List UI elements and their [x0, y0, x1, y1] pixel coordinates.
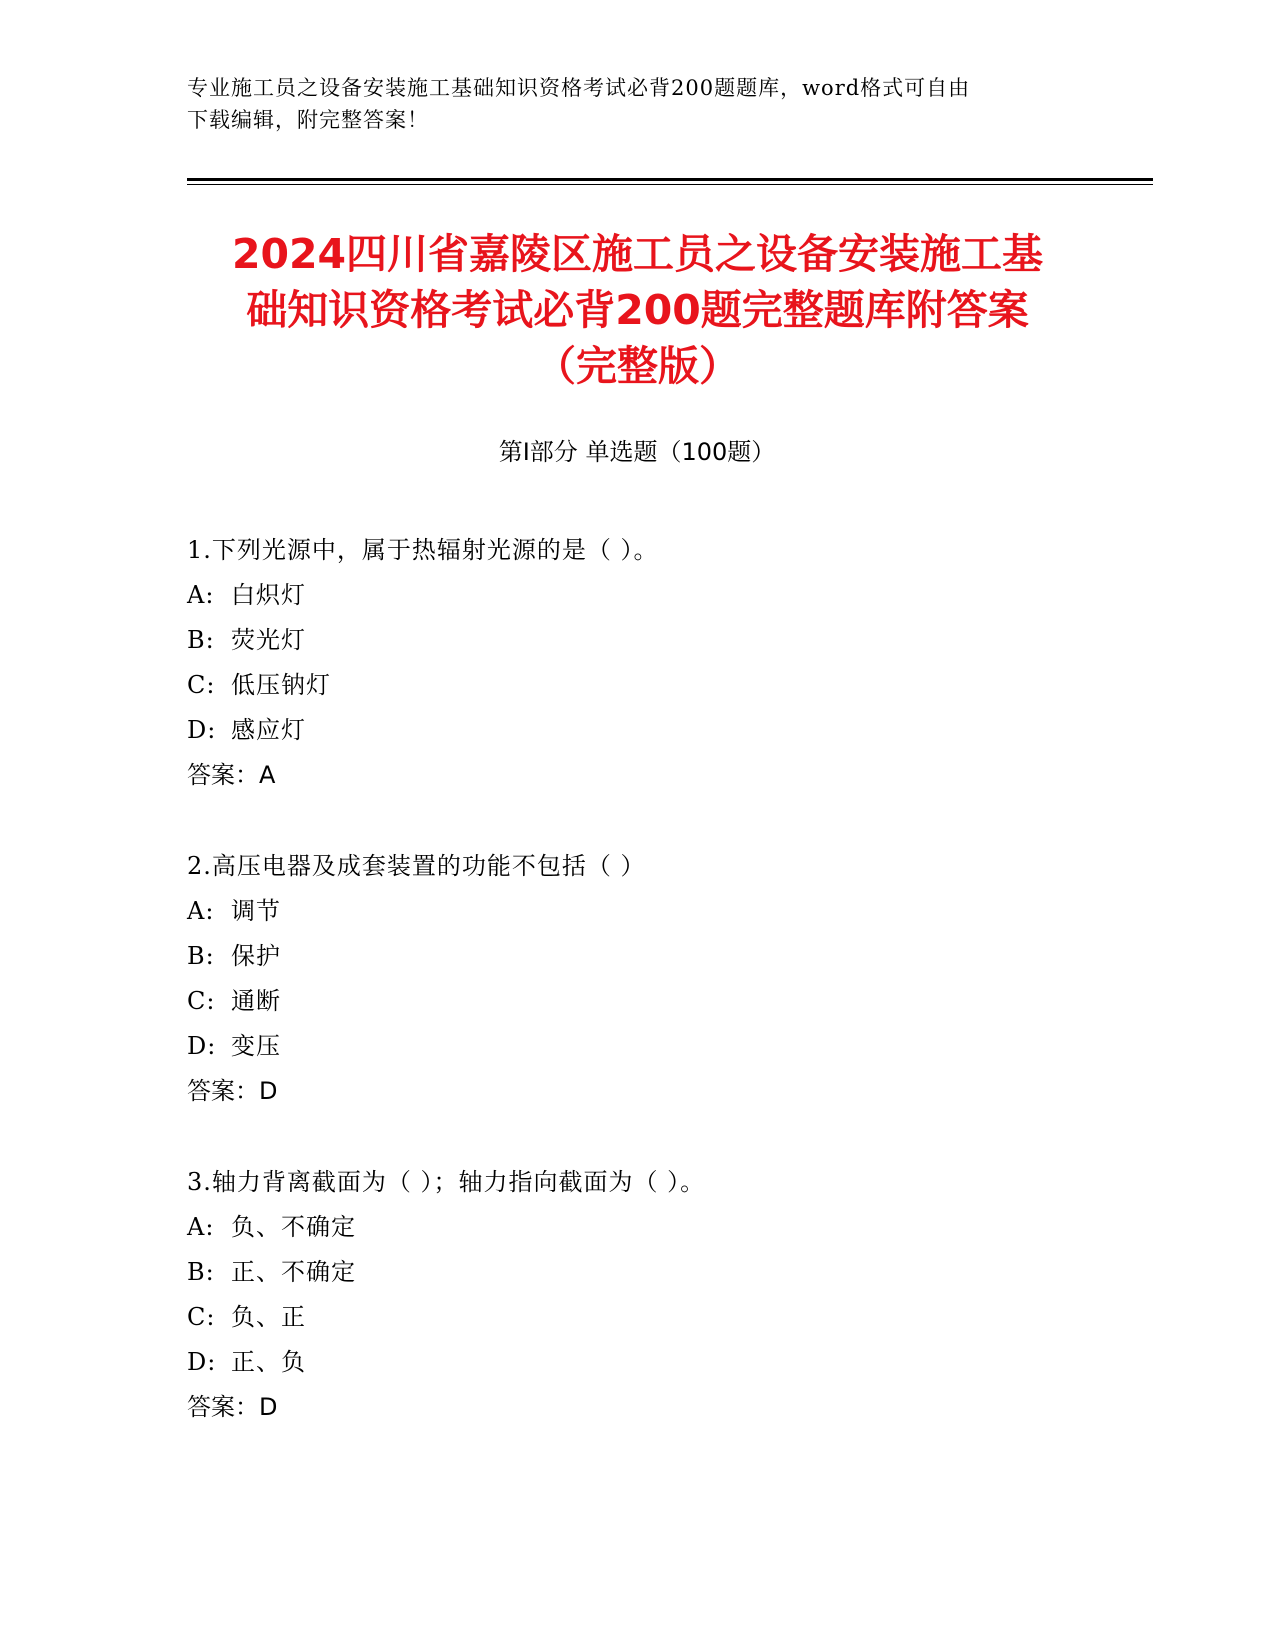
option-text: 低压钠灯 — [231, 671, 331, 699]
option-b — [187, 618, 1127, 663]
option-text: 荧光灯 — [231, 626, 306, 654]
header-note — [187, 72, 1067, 136]
question-stem: 3.轴力背离截面为（ ）；轴力指向截面为（ ）。 — [187, 1168, 706, 1196]
option-text: 正、不确定 — [231, 1258, 356, 1286]
question-stem: 1.下列光源中，属于热辐射光源的是（ ）。 — [187, 536, 659, 564]
question-1 — [187, 528, 1127, 798]
option-key: B: — [187, 1258, 215, 1286]
option-text: 保护 — [231, 942, 281, 970]
option-key: B: — [187, 942, 215, 970]
option-c — [187, 1295, 1127, 1340]
option-a — [187, 1205, 1127, 1250]
answer: 答案：D — [187, 1393, 278, 1421]
answer: 答案：A — [187, 761, 276, 789]
question-3 — [187, 1160, 1127, 1430]
option-d — [187, 1340, 1127, 1385]
option-text: 负、不确定 — [231, 1213, 356, 1241]
document-title-line-3: （完整版） — [535, 342, 740, 390]
header-divider-thin — [187, 184, 1153, 185]
option-key: A: — [187, 581, 215, 609]
question-list — [187, 528, 1127, 1476]
section-title: 第Ⅰ部分 单选题（100题） — [498, 438, 776, 466]
question-stem: 2.高压电器及成套装置的功能不包括（ ） — [187, 852, 646, 880]
option-text: 感应灯 — [231, 716, 306, 744]
option-text: 变压 — [231, 1032, 281, 1060]
option-key: A: — [187, 1213, 215, 1241]
option-a — [187, 889, 1127, 934]
option-key: C: — [187, 987, 216, 1015]
header-divider-thick — [187, 178, 1153, 181]
answer: 答案：D — [187, 1077, 278, 1105]
option-c — [187, 979, 1127, 1024]
option-key: D: — [187, 1032, 217, 1060]
document-title-line-2: 础知识资格考试必背200题完整题库附答案 — [246, 286, 1029, 334]
option-text: 白炽灯 — [231, 581, 306, 609]
option-text: 正、负 — [231, 1348, 306, 1376]
option-key: D: — [187, 716, 217, 744]
document-title — [160, 226, 1115, 394]
option-key: C: — [187, 671, 216, 699]
question-2 — [187, 844, 1127, 1114]
document-title-line-1: 2024四川省嘉陵区施工员之设备安装施工基 — [231, 230, 1044, 278]
option-a — [187, 573, 1127, 618]
option-text: 调节 — [231, 897, 281, 925]
option-text: 负、正 — [231, 1303, 306, 1331]
option-b — [187, 1250, 1127, 1295]
option-text: 通断 — [231, 987, 281, 1015]
option-key: B: — [187, 626, 215, 654]
header-note-line-1: 专业施工员之设备安装施工基础知识资格考试必背200题题库，word格式可自由 — [187, 76, 971, 100]
option-d — [187, 1024, 1127, 1069]
option-key: D: — [187, 1348, 217, 1376]
option-d — [187, 708, 1127, 753]
option-c — [187, 663, 1127, 708]
option-key: C: — [187, 1303, 216, 1331]
header-note-line-2: 下载编辑，附完整答案！ — [187, 108, 429, 132]
option-key: A: — [187, 897, 215, 925]
option-b — [187, 934, 1127, 979]
